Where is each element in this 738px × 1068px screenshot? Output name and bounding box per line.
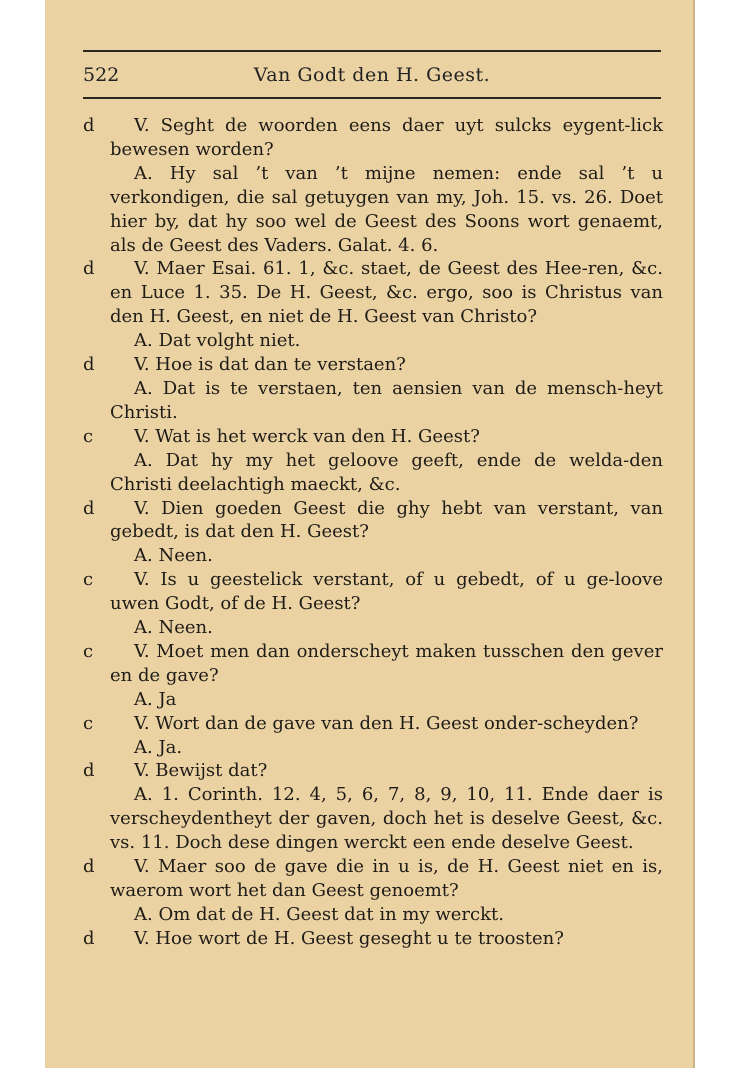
paragraph-text: A. Ja. — [134, 736, 183, 758]
paragraph-text: V. Moet men dan onderscheyt maken tusschen den gever en de gave? — [110, 640, 663, 686]
paragraph-text: A. Dat volght niet. — [134, 330, 301, 352]
paragraph-text: A. Dat is te verstaen, ten aensien van de mensch-heyt Christi. — [110, 377, 663, 423]
running-title: Van Godt den H. Geest. — [253, 64, 491, 86]
answer-paragraph — [110, 903, 663, 927]
answer-paragraph — [110, 736, 663, 760]
paragraph-text: A. Neen. — [134, 545, 213, 567]
question-paragraph — [83, 712, 663, 736]
question-paragraph — [83, 114, 663, 162]
paragraph-text: V. Hoe wort de H. Geest geseght u te troosten? — [134, 927, 564, 949]
page-number: 522 — [83, 64, 120, 86]
paragraph-text: A. Neen. — [134, 617, 213, 639]
header-rule-top — [83, 50, 661, 52]
paragraph-text: V. Wat is het werck van den H. Geest? — [134, 425, 480, 447]
question-paragraph — [83, 568, 663, 616]
paragraph-text: V. Is u geestelick verstant, of u gebedt, of u ge-loove uwen Godt, of de H. Geest? — [110, 569, 663, 615]
paragraph-text: A. Om dat de H. Geest dat in my werckt. — [134, 903, 504, 925]
paragraph-text: V. Maer soo de gave die in u is, de H. Geest niet en is, waerom wort het dan Geest genoemt? — [110, 856, 663, 901]
paragraph-text: V. Wort dan de gave van den H. Geest onder-scheyden? — [134, 712, 639, 734]
margin-marker: d — [83, 258, 95, 280]
margin-marker: c — [83, 425, 94, 447]
paragraph-text: V. Dien goeden Geest die ghy hebt van verstant, van gebedt, is dat den H. Geest? — [110, 497, 663, 543]
paragraph-text: V. Maer Esai. 61. 1, &c. staet, de Geest des Hee-ren, &c. en Luce 1. 35. De H. Geest, &c. ergo, soo is Christus van den H. Geest, en niet de H. Geest van Christo? — [110, 258, 663, 328]
answer-paragraph — [110, 162, 663, 258]
answer-paragraph — [110, 688, 663, 712]
paragraph-text: A. 1. Corinth. 12. 4, 5, 6, 7, 8, 9, 10, 11. Ende daer is verscheydentheyt der gaven, doch het is deselve Geest, &c. vs. 11. Doch dese dingen werckt een ende deselve Geest. — [110, 784, 663, 854]
margin-marker: d — [83, 115, 95, 136]
paragraph-text: V. Hoe is dat dan te verstaen? — [134, 354, 406, 376]
answer-paragraph — [110, 783, 663, 855]
question-paragraph — [83, 497, 663, 545]
margin-marker: d — [83, 856, 95, 878]
margin-marker: d — [83, 497, 95, 519]
paragraph-text: A. Hy sal ’t van ’t mijne nemen: ende sal ’t u verkondigen, die sal getuygen van my, Joh. 15. vs. 26. Doet hier by, dat hy soo wel de Geest des Soons wort genaemt, als de Geest des Vaders. Galat. 4. 6. — [110, 162, 663, 256]
question-paragraph — [83, 257, 663, 329]
answer-paragraph — [110, 329, 663, 353]
page-body — [83, 114, 663, 951]
paragraph-text: A. Ja — [134, 688, 177, 710]
question-paragraph — [83, 759, 663, 783]
answer-paragraph — [110, 449, 663, 497]
page-header — [83, 60, 661, 90]
paragraph-text: V. Bewijst dat? — [134, 760, 268, 782]
margin-marker: d — [83, 760, 95, 782]
margin-marker: c — [83, 712, 94, 734]
answer-paragraph — [110, 377, 663, 425]
margin-marker: d — [83, 354, 95, 376]
answer-paragraph — [110, 544, 663, 568]
question-paragraph — [83, 855, 663, 903]
question-paragraph — [83, 640, 663, 688]
question-paragraph — [83, 927, 663, 951]
header-rule-bottom — [83, 97, 661, 99]
margin-marker: d — [83, 927, 95, 949]
answer-paragraph — [110, 616, 663, 640]
question-paragraph — [83, 353, 663, 377]
paragraph-text: V. Seght de woorden eens daer uyt sulcks eygent-lick bewesen worden? — [110, 115, 663, 160]
paragraph-text: A. Dat hy my het geloove geeft, ende de welda-den Christi deelachtigh maeckt, &c. — [110, 449, 663, 495]
margin-marker: c — [83, 569, 94, 591]
question-paragraph — [83, 425, 663, 449]
margin-marker: c — [83, 640, 94, 662]
